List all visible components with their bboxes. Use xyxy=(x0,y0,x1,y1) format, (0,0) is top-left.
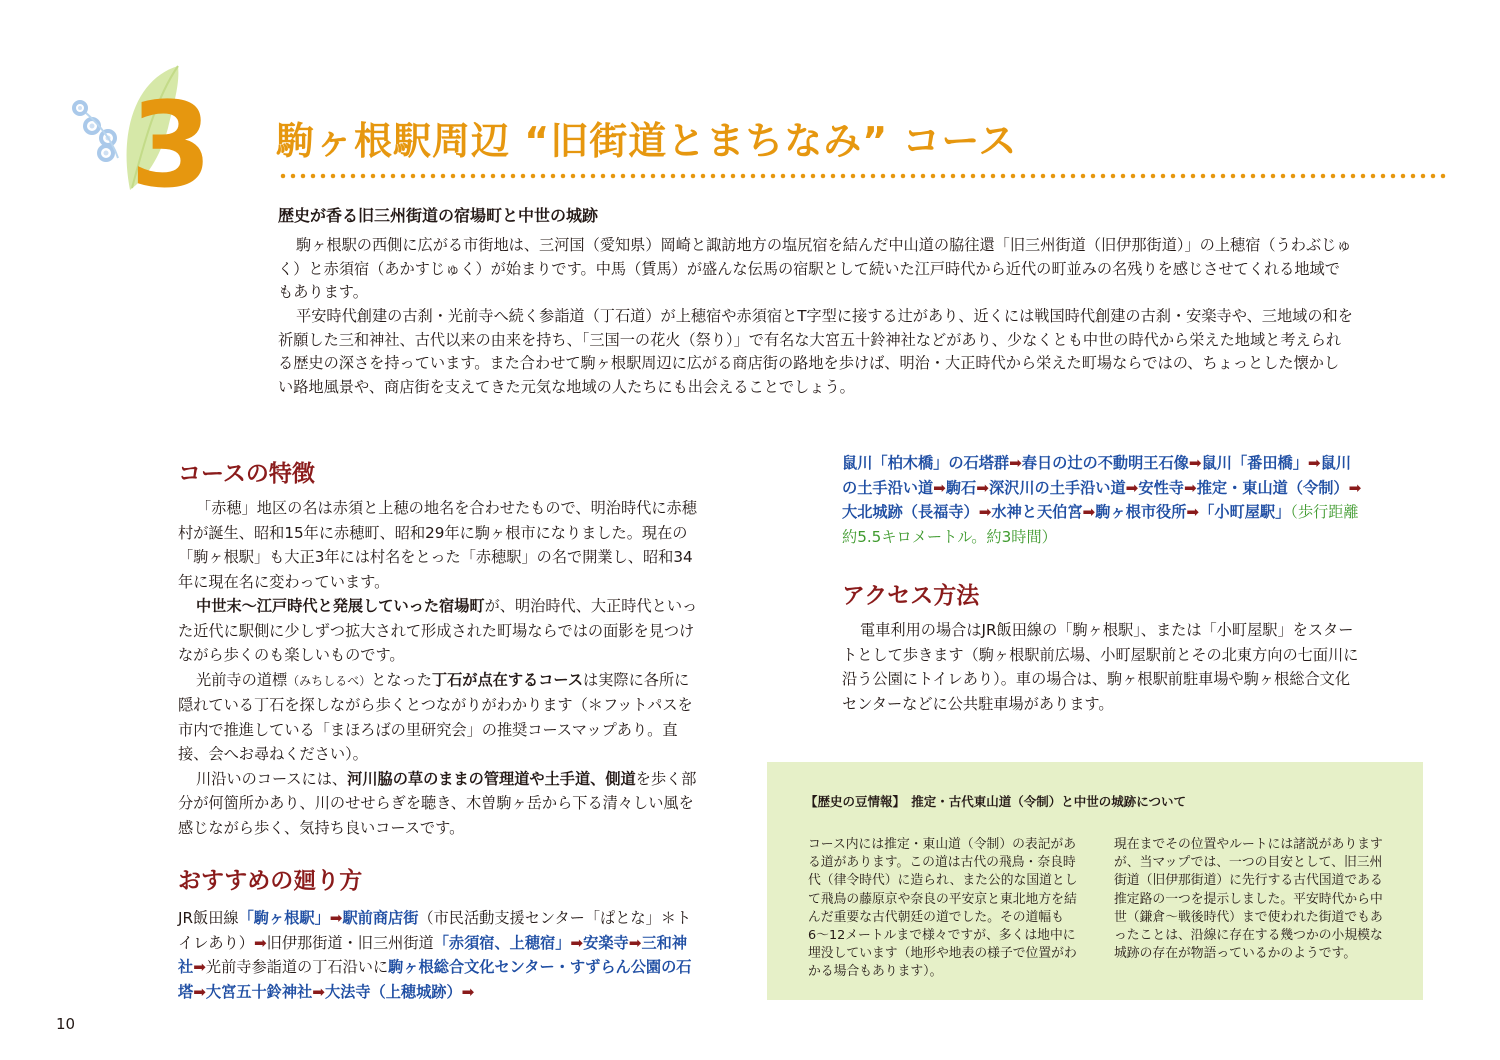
history-info-heading: 【歴史の豆情報】 推定・古代東山道（令制）と中世の城跡について xyxy=(805,794,1187,809)
features-paragraph-4: 川沿いのコースには、河川脇の草のままの管理道や土手道、側道を歩く部分が何箇所かあり、川のせせらぎを聴き、木曽駒ヶ岳から下る清々しい風を感じながら歩く、気持ち良いコースです。 xyxy=(178,769,697,837)
arrow-icon: ➡ xyxy=(193,982,206,1001)
arrow-icon: ➡ xyxy=(628,933,642,952)
route-stop: 大北城跡（長福寺） xyxy=(842,503,979,521)
arrow-icon: ➡ xyxy=(1009,454,1022,472)
route-stop: 安楽寺 xyxy=(583,933,629,952)
arrow-icon: ➡ xyxy=(1183,478,1197,497)
arrow-icon: ➡ xyxy=(1348,478,1362,497)
intro-heading: 歴史が香る旧三州街道の宿場町と中世の城跡 xyxy=(278,206,599,225)
route-stop: 春日の辻の不動明王石像 xyxy=(1021,454,1189,472)
intro-paragraph-2: 平安時代創建の古刹・光前寺へ続く参詣道（丁石道）が上穂宿や赤須宿とT字型に接する辻があり、近くには戦国時代創建の古刹・安楽寺や、三地域の和を祈願した三和神社、古代以来の由来を持ち、「三国一の花火（祭り）」で有名な大宮五十鈴神社などがあり、少なくとも中世の時代から栄えた地域と考えられる歴史の深さを持っています。また合わせて駒ヶ根駅周辺に広がる商店街の路地を歩けば、明治・大正時代から栄えた町場ならではの、ちょっとした懐かしい路地風景や、商店街を支えてきた元気な地域の人たちにも出会えることでしょう。 xyxy=(278,307,1353,396)
route-stop: 三和神社 xyxy=(178,933,688,976)
history-info-column-1: コース内には推定・東山道（令制）の表記がある道があります。この道は古代の飛鳥・奈良時代（律令時代）に造られ、また公的な国道として飛鳥の藤原京や奈良の平安京と東北地方を結んだ重要な古代朝廷の道でした。その道幅も6〜12メートルまで様々ですが、多くは地中に埋没しています（地形や地表の様子で位置がわかる場合もあります）。 xyxy=(808,837,1078,980)
highlight-text: 丁石が点在するコース xyxy=(431,670,584,689)
course-number: 3 xyxy=(130,76,213,198)
arrow-icon: ➡ xyxy=(253,933,267,952)
arrow-icon: ➡ xyxy=(461,982,475,1001)
arrow-icon: ➡ xyxy=(329,909,343,927)
highlight-text: 河川脇の草のままの管理道や土手道、側道 xyxy=(347,769,636,788)
features-body xyxy=(178,496,698,840)
route-stop: 「小町屋駅」 xyxy=(1199,503,1291,521)
route-stop: 駒ヶ根市役所 xyxy=(1095,503,1187,521)
intro-paragraph-1: 駒ヶ根駅の西側に広がる市街地は、三河国（愛知県）岡崎と諏訪地方の塩尻宿を結んだ中山道の脇往還「旧三州街道（旧伊那街道）」の上穂宿（うわぶじゅく）と赤須宿（あかすじゅく）が始まりです。中馬（賃馬）が盛んな伝馬の宿駅として続いた江戸時代から近代の町並みの名残りを感じさせてくれる地域でもあります。 xyxy=(278,236,1352,301)
route-stop: 推定・東山道（令制） xyxy=(1196,478,1349,497)
arrow-icon: ➡ xyxy=(976,478,989,497)
arrow-icon: ➡ xyxy=(1082,503,1096,521)
route-description: JR飯田線「駒ヶ根駅」➡駅前商店街（市民活動支援センター「ぱとな」＊トイレあり）➡旧伊那街道・旧三州街道「赤須宿、上穂宿」➡安楽寺➡三和神社➡光前寺参詣道の丁石沿いに駒ヶ根総合文化センター・すずらん公園の石塔➡大宮五十鈴神社➡大法寺（上穂城跡）➡ xyxy=(178,909,692,1001)
route-stop: 「駒ヶ根駅」 xyxy=(238,909,330,927)
arrow-icon: ➡ xyxy=(312,982,325,1001)
berry-icon xyxy=(74,102,115,160)
features-paragraph-3: 光前寺の道標（みちしるべ）となった丁石が点在するコースは実際に各所に隠れている丁石を探しながら歩くとつながりがわかります（＊フットパスを市内で推進している「まほろばの里研究会」の推奨コースマップあり。直接、会へお尋ねください）。 xyxy=(178,670,693,763)
page-title: 駒ヶ根駅周辺 “旧街道とまちなみ” コース xyxy=(276,119,1018,163)
arrow-icon: ➡ xyxy=(1188,454,1202,472)
features-paragraph-2: 中世末〜江戸時代と発展していった宿場町が、明治時代、大正時代といった近代に駅側に少しずつ拡大されて形成された町場ならではの面影を見つけながら歩くのも楽しいものです。 xyxy=(178,597,698,664)
dotted-divider xyxy=(278,172,1450,180)
arrow-icon: ➡ xyxy=(1125,478,1139,497)
page-number: 10 xyxy=(56,1015,76,1033)
features-heading: コースの特徴 xyxy=(178,461,315,487)
route-stop: 「赤須宿、上穂宿」 xyxy=(433,933,571,952)
history-info-column-2: 現在までその位置やルートには諸説がありますが、当マップでは、一つの目安として、旧三州街道（旧伊那街道）に先行する古代国道である推定路の一つを提示しました。平安時代から中世（鎌倉〜戦後時代）まで使われた街道でもあったことは、沿線に存在する幾つかの小規模な城跡の存在が物語っているかのようです。 xyxy=(1114,837,1383,962)
route-stop: 駒ヶ根総合文化センター・すずらん公園の石塔 xyxy=(178,958,692,1001)
arrow-icon: ➡ xyxy=(933,478,946,497)
highlight-text: 中世末〜江戸時代と発展していった宿場町 xyxy=(196,597,485,615)
route-stop: 大法寺（上穂城跡） xyxy=(324,982,462,1001)
access-heading: アクセス方法 xyxy=(842,583,980,609)
arrow-icon: ➡ xyxy=(1186,503,1200,521)
route-stop: 駅前商店街 xyxy=(342,909,419,927)
route-stop: 深沢川の土手沿い道 xyxy=(988,478,1126,497)
walking-distance: （歩行距離約5.5キロメートル。約3時間） xyxy=(842,503,1359,546)
course-number-emblem xyxy=(68,58,248,198)
route-stop: 駒石 xyxy=(945,478,977,497)
arrow-icon: ➡ xyxy=(1307,454,1321,472)
route-stop: 鼠川の土手沿い道 xyxy=(842,454,1352,497)
arrow-icon: ➡ xyxy=(570,933,584,952)
route-stop: 大宮五十鈴神社 xyxy=(205,982,313,1001)
route-description-continued xyxy=(842,451,1362,549)
recommended-heading: おすすめの廻り方 xyxy=(178,868,363,894)
arrow-icon: ➡ xyxy=(978,503,992,521)
route-stop: 水神と天伯宮 xyxy=(991,503,1083,521)
arrow-icon: ➡ xyxy=(193,958,206,976)
history-info-box xyxy=(767,762,1423,1000)
route-stop: 鼠川「番田橋」 xyxy=(1201,454,1308,472)
features-paragraph-1: 「赤穂」地区の名は赤須と上穂の地名を合わせたもので、明治時代に赤穂村が誕生、昭和15年に赤穂町、昭和29年に駒ヶ根市になりました。現在の「駒ヶ根駅」も大正3年には村名をとった「赤穂駅」の名で開業し、昭和34年に現在名に変わっています。 xyxy=(178,499,697,591)
route-stop: 安性寺 xyxy=(1138,478,1184,497)
route-stop: 鼠川「柏木橋」の石塔群 xyxy=(842,454,1010,472)
access-body: 電車利用の場合はJR飯田線の「駒ヶ根駅」、または「小町屋駅」をスタートとして歩きます（駒ヶ根駅前広場、小町屋駅前とその北東方向の七面川に沿う公園にトイレあり）。車の場合は、駒ヶ根駅前駐車場や駒ヶ根総合文化センターなどに公共駐車場があります。 xyxy=(842,621,1359,713)
